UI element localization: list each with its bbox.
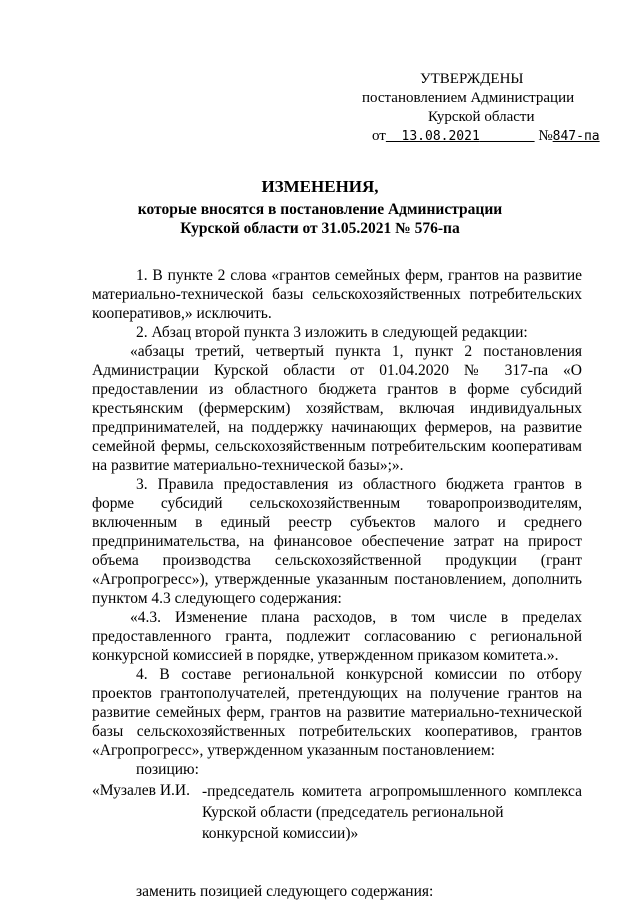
position-entry: [92, 781, 582, 844]
approval-word: УТВЕРЖДЕНЫ: [420, 71, 524, 87]
approval-date: [386, 129, 535, 144]
approval-org-line: постановлением Администрации: [362, 90, 575, 106]
paragraph-quote-2: «4.3. Изменение плана расходов, в том числе в пределах предоставленного гранта, подлежит согласованию с региональной конкурсной комиссией в порядке, утвержденном приказом комитета.».: [92, 609, 582, 664]
paragraph-item-3: 3. Правила предоставления из областного бюджета грантов в форме субсидий сельскохозяйственным товаропроизводителям, включенным в единый реестр субъектов малого и среднего предпринимательства, на финансовое обеспечение затрат на прирост объема производства сельскохозяйственной продукции (грант «Агропрогресс»), утвержденные указанным постановлением, дополнить пунктом 4.3 следующего содержания:: [92, 476, 582, 607]
position-label: позицию:: [136, 761, 199, 778]
approval-number: 847-па: [552, 129, 600, 144]
replace-text: заменить позицией следующего содержания:: [136, 883, 434, 900]
document-body: [92, 266, 582, 901]
position-role-rest: Курской области (председатель региональной конкурсной комиссии)»: [202, 804, 504, 842]
approval-block: [362, 70, 600, 146]
title-heading: ИЗМЕНЕНИЯ,: [261, 177, 379, 196]
document-title: [80, 176, 560, 238]
position-name: «Музалев И.И.: [92, 782, 190, 799]
paragraph-item-1: 1. В пункте 2 слова «грантов семейных ферм, грантов на развитие материально-технической базы сельскохозяйственных потребительских кооперативов,» исключить.: [92, 267, 582, 322]
position-role: [202, 781, 582, 844]
approval-date-line: [372, 127, 600, 146]
paragraph-item-2: 2. Абзац второй пункта 3 изложить в следующей редакции:: [136, 324, 528, 341]
position-role-first-line: -председатель комитета агропромышленного комплекса: [202, 783, 582, 800]
approval-region-line: Курской области: [428, 109, 535, 125]
date-prefix: от: [372, 128, 386, 144]
paragraph-item-4: 4. В составе региональной конкурсной комиссии по отбору проектов грантополучателей, претендующих на получение грантов на развитие семейных ферм, грантов на развитие материально-технической базы сельскохозяйственных потребительских кооперативов, грантов «Агропрогресс», утвержденном указанным постановлением:: [92, 666, 582, 759]
title-subtitle-line1: которые вносятся в постановление Администрации: [137, 201, 503, 218]
number-prefix: №: [538, 128, 553, 144]
paragraph-quote-1: «абзацы третий, четвертый пункта 1, пункт 2 постановления Администрации Курской области от 01.04.2020 № 317-па «О предоставлении из областного бюджета грантов в форме субсидий крестьянским (фермерским) хозяйствам, включая индивидуальных предпринимателей, на поддержку начинающих фермеров, на развитие семейной фермы, сельскохозяйственным потребительским кооперативам на развитие материально-технической базы»;».: [92, 343, 582, 474]
title-subtitle-line2: Курской области от 31.05.2021 № 576-па: [180, 220, 460, 237]
approval-date-value: 13.08.2021: [401, 129, 480, 144]
